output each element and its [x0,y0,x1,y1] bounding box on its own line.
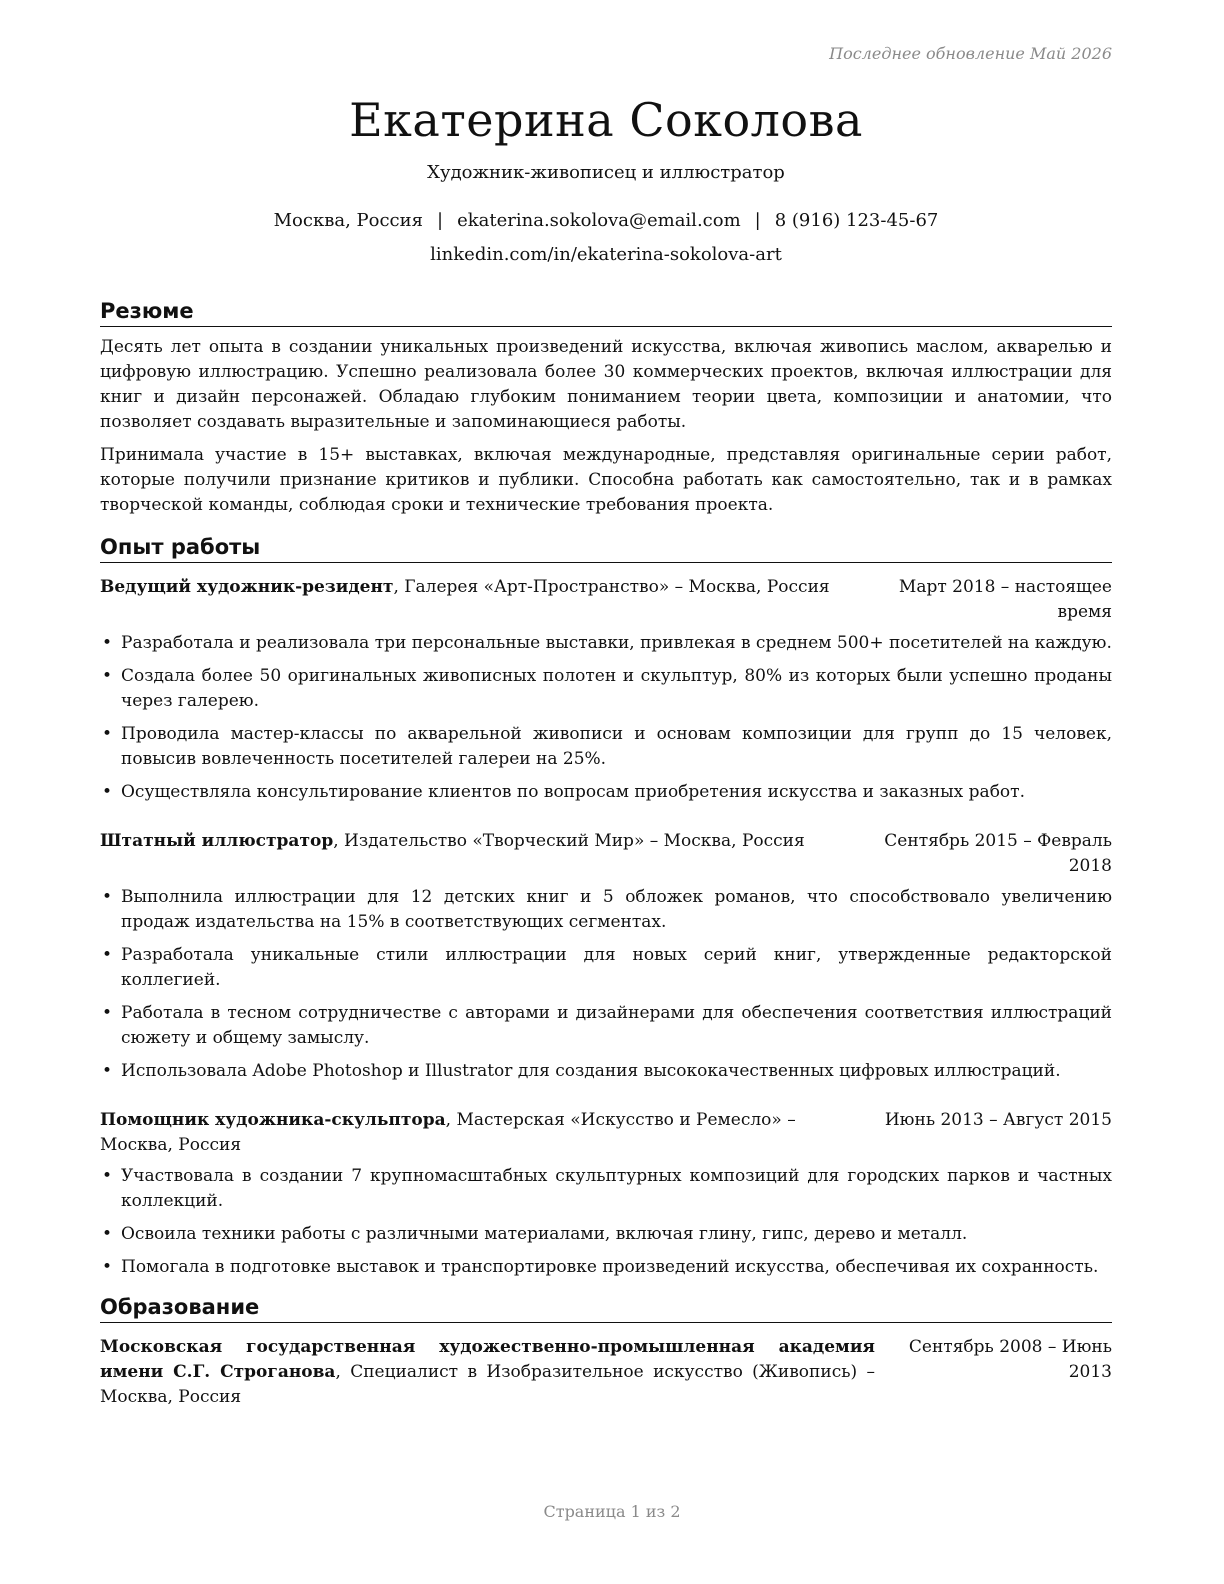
summary-heading: Резюме [100,298,1112,327]
job-bullets [100,631,1112,805]
job-position: Ведущий художник-резидент [100,577,394,597]
list-item: • Создала более 50 оригинальных живописных полотен и скульптур, 80% из которых были успешно проданы через галерею. [102,666,1112,711]
job-dates: Июнь 2013 – Август 2015 [884,1110,1112,1130]
contact-phone: 8 (916) 123-45-67 [774,210,939,231]
contact-separator: | [754,210,761,231]
page-number: Страница 1 из 2 [543,1502,681,1521]
job-header [100,575,1112,625]
job-position: Помощник художника-скульптора [100,1110,446,1130]
list-item: • Проводила мастер-классы по акварельной живописи и основам композиции для групп до 15 человек, повысив вовлеченность посетителей галереи на 25%. [102,724,1112,769]
list-item: • Разработала уникальные стили иллюстрации для новых серий книг, утвержденные редакторской коллегией. [102,945,1112,990]
job-dates: Сентябрь 2015 – Февраль 2018 [884,831,1112,876]
contact-line [100,208,1112,234]
job-entry [100,829,1112,1084]
experience-heading: Опыт работы [100,534,1112,563]
job-entry [100,575,1112,805]
list-item: • Освоила техники работы с различными материалами, включая глину, гипс, дерево и металл. [102,1224,968,1244]
list-item: • Использовала Adobe Photoshop и Illustrator для создания высококачественных цифровых иллюстраций. [102,1061,1061,1081]
last-updated-note: Последнее обновление Май 2026 [829,44,1112,63]
job-place: , Галерея «Арт-Пространство» – Москва, Россия [393,577,830,597]
contact-email[interactable]: ekaterina.sokolova@email.com [457,210,741,231]
job-bullets [100,1164,1112,1280]
job-place: , Издательство «Творческий Мир» – Москва, Россия [333,831,805,851]
job-dates: Март 2018 – настоящее время [898,577,1112,622]
list-item: • Помогала в подготовке выставок и транспортировке произведений искусства, обеспечивая их сохранность. [102,1257,1099,1277]
job-bullets [100,885,1112,1084]
candidate-name: Екатерина Соколова [349,93,863,147]
list-item: • Выполнила иллюстрации для 12 детских книг и 5 обложек романов, что способствовало увеличению продаж издательства на 15% в соответствующих сегментах. [102,887,1112,932]
education-institution: Московская государственная художественно-промышленная академия имени С.Г. Строганова [100,1337,875,1382]
list-item: • Разработала и реализовала три персональные выставки, привлекая в среднем 500+ посетителей на каждую. [102,633,1112,653]
job-header [100,1108,1112,1158]
list-item: • Работала в тесном сотрудничестве с авторами и дизайнерами для обеспечения соответствия иллюстраций сюжету и общему замыслу. [102,1003,1112,1048]
job-header [100,829,1112,879]
summary-paragraph: Десять лет опыта в создании уникальных произведений искусства, включая живопись маслом, акварелью и цифровую иллюстрацию. Успешно реализовала более 30 коммерческих проектов, включая иллюстрации для книг и дизайн персонажей. Обладаю глубоким пониманием теории цвета, композиции и анатомии, что позволяет создавать выразительные и запоминающиеся работы. [100,337,1112,432]
linkedin-link[interactable]: linkedin.com/in/ekaterina-sokolova-art [430,244,782,265]
education-dates: Сентябрь 2008 – Июнь 2013 [908,1337,1112,1382]
candidate-title: Художник-живописец и иллюстратор [427,162,785,183]
job-position: Штатный иллюстратор [100,831,334,851]
resume-page [100,40,1112,1410]
education-entry [100,1335,1112,1410]
list-item: • Осуществляла консультирование клиентов по вопросам приобретения искусства и заказных работ. [102,782,1025,802]
list-item: • Участвовала в создании 7 крупномасштабных скульптурных композиций для городских парков и частных коллекций. [102,1166,1112,1211]
contact-separator: | [437,210,444,231]
education-details: , Специалист в Изобразительное искусство (Живопись) – Москва, Россия [100,1362,875,1407]
job-entry [100,1108,1112,1280]
job-place: , Мастерская «Искусство и Ремесло» – Москва, Россия [100,1110,796,1155]
education-heading: Образование [100,1294,1112,1323]
contact-city: Москва, Россия [273,210,423,231]
summary-paragraph: Принимала участие в 15+ выставках, включая международные, представляя оригинальные серии работ, которые получили признание критиков и публики. Способна работать как самостоятельно, так и в рамках творческой команды, соблюдая сроки и технические требования проекта. [100,445,1112,515]
